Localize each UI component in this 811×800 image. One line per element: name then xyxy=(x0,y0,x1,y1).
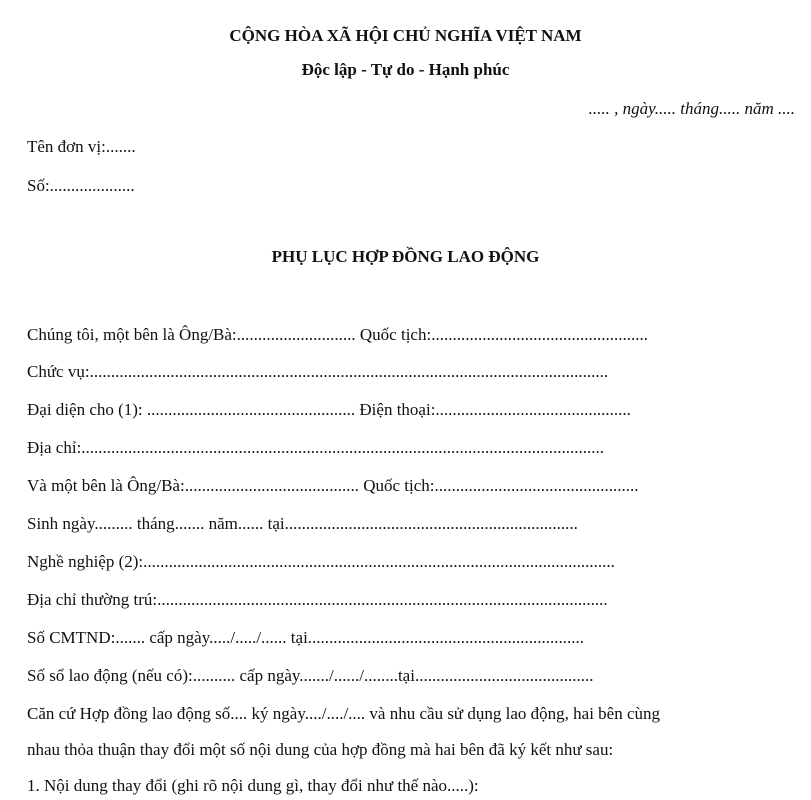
motto: Độc lập - Tự do - Hạnh phúc xyxy=(301,60,510,79)
date-line: ..... , ngày..... tháng..... năm .... xyxy=(588,99,795,118)
id-card-line: Số CMTND:....... cấp ngày...../...../...... tại................................................................. xyxy=(27,628,585,647)
position-line: Chức vụ:.......................................................................................................................... xyxy=(27,362,609,381)
document-number-line: Số:.................... xyxy=(27,176,135,195)
labor-book-line: Số sổ lao động (nếu có):.......... cấp ngày......./....../........tại.......................................... xyxy=(27,666,594,685)
national-title: CỘNG HÒA XÃ HỘI CHỦ NGHĨA VIỆT NAM xyxy=(229,26,582,45)
document-title: PHỤ LỤC HỢP ĐỒNG LAO ĐỘNG xyxy=(271,247,540,266)
unit-name-line: Tên đơn vị:....... xyxy=(27,137,136,156)
address-line: Địa chỉ:........................................................................................................................... xyxy=(27,438,605,457)
basis-line-2: nhau thỏa thuận thay đổi một số nội dung của hợp đồng mà hai bên đã ký kết như sau: xyxy=(27,740,614,759)
represent-line: Đại diện cho (1): ................................................. Điện thoại:.............................................. xyxy=(27,400,631,419)
party-b-line: Và một bên là Ông/Bà:......................................... Quốc tịch:................................................ xyxy=(27,476,639,495)
birth-line: Sinh ngày......... tháng....... năm...... tại..................................................................... xyxy=(27,514,578,533)
occupation-line: Nghề nghiệp (2):............................................................................................................... xyxy=(27,552,615,571)
basis-line-1: Căn cứ Hợp đồng lao động số.... ký ngày..../..../.... và nhu cầu sử dụng lao động, hai bên cùng xyxy=(27,704,661,723)
permanent-address-line: Địa chỉ thường trú:.......................................................................................................... xyxy=(27,590,608,609)
party-a-line: Chúng tôi, một bên là Ông/Bà:............................ Quốc tịch:................................................... xyxy=(27,325,648,344)
change-content-line: 1. Nội dung thay đổi (ghi rõ nội dung gì, thay đổi như thế nào.....): xyxy=(27,776,479,795)
